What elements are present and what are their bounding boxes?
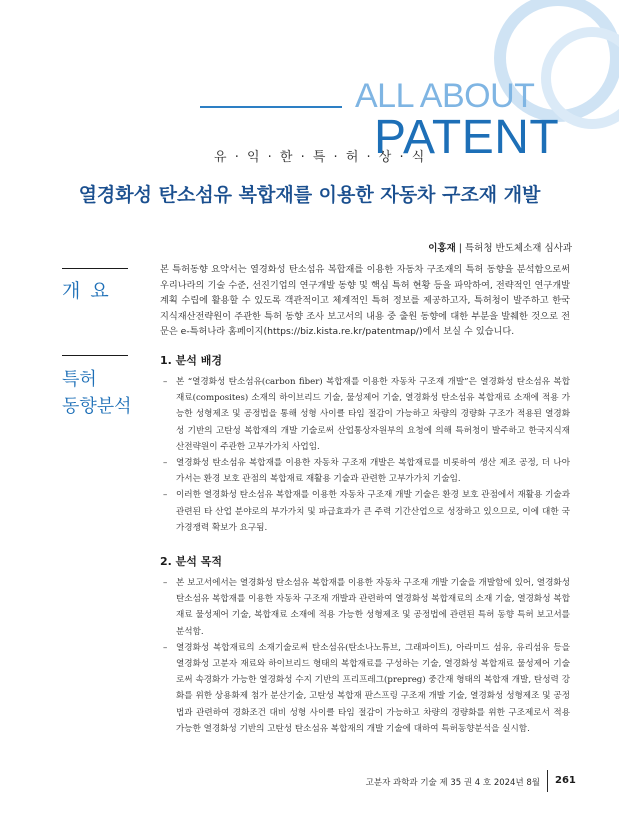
header-rule xyxy=(200,106,342,108)
analysis-heading xyxy=(62,366,132,420)
all-about-heading: ALL ABOUT xyxy=(355,77,535,115)
article-title: 열경화성 탄소섬유 복합재를 이용한 자동차 구조재 개발 xyxy=(78,184,541,206)
author-role: | 특허청 반도체소재 심사과 xyxy=(455,243,572,254)
section1-list xyxy=(163,374,570,536)
list-item: – 이러한 열경화성 탄소섬유 복합재를 이용한 자동차 구조재 개발 기술은 환경 보호 관점에서 재활용 기술과 관련된 타 산업 분야로의 부가가치 및 파급효과가 큰 주력 기간산업으로 성장하고 있으므로, 이에 대한 국가경쟁력 확보가 요구됨. xyxy=(170,487,570,536)
summary-paragraph: 본 특허동향 요약서는 열경화성 탄소섬유 복합재를 이용한 자동차 구조재의 특허 동향을 분석함으로써 우리나라의 기술 수준, 선진기업의 연구개발 동향 및 핵심 특허 현황 등을 파악하여, 전략적인 연구개발 계획 수립에 활용할 수 있도록 객관적이고 체계적인 특허 정보를 제공하고자, 특허청이 발주하고 한국지식재산전략원이 주관한 특허 동향 조사 보고서의 내용 중 출원 동향에 대한 부분을 발췌한 것으로 전문은 e-특허나라 홈페이지(https://biz.kista.re.kr/patentmap/)에서 보실 수 있습니다. xyxy=(160,264,570,338)
bullet-dash: – xyxy=(163,490,168,501)
byline xyxy=(428,240,572,254)
patent-heading: PATENT xyxy=(374,111,560,164)
bullet-dash: – xyxy=(163,377,168,387)
analysis-heading-line1: 특허 xyxy=(62,369,97,390)
author-name: 이홍재 xyxy=(428,243,456,254)
bullet-dash: – xyxy=(163,458,168,469)
list-item: – 본 “열경화성 탄소섬유(carbon fiber) 복합재를 이용한 자동차 구조재 개발”은 열경화성 탄소섬유 복합재료(composites) 소재의 하이브리드 기술, 물성제어 기술, 열경화성 탄소섬유 복합재료 소재에 적용 가능한 성형제조 및 공정법을 통해 성형 사이클 타임 절감이 가능하고 차량의 경량화 구조가 적용된 열경화성 기반의 고탄성 복합재의 개발 기술로써 산업통상자원부의 요청에 의해 특허청이 발주하고 한국지식재산전략원이 주관한 고부가가치 사업임. xyxy=(170,374,570,455)
list-item: – 열경화성 복합재료의 소재기술로써 탄소섬유(탄소나노튜브, 그래파이트), 아라미드 섬유, 유리섬유 등을 열경화성 고분자 재료와 하이브리드 형태의 복합재료를 구성하는 기술, 열경화성 복합재료 물성제어 기술로써 속경화가 가능한 열경화성 수지 기반의 프리프레그(prepreg) 중간재 형태의 복합재 개발, 탄성력 강화를 위한 상용화제 첨가 분산기술, 고탄성 복합재 판스프링 구조재 개발 기술, 열경화성 성형제조 및 공정법과 관련하여 경화조건 대비 성형 사이클 타임 절감이 가능하고 차량의 경량화를 위한 구조제로서 적용 가능한 열경화성 기반의 고탄성 탄소섬유 복합재의 개발 기술에 대하여 특허동향분석을 실시함. xyxy=(170,640,570,737)
section2-heading: 2. 분석 목적 xyxy=(160,555,222,568)
page-number: 261 xyxy=(555,775,576,786)
section2-list xyxy=(163,575,570,737)
journal-footer: 고분자 과학과 기술 제 35 권 4 호 2024년 8월 xyxy=(365,778,540,788)
section1-heading: 1. 분석 배경 xyxy=(160,354,222,367)
section-kicker: 유 · 익 · 한 · 특 · 허 · 상 · 식 xyxy=(214,150,427,165)
list-item: – 열경화성 탄소섬유 복합재를 이용한 자동차 구조재 개발은 복합재료를 비롯하여 생산 제조 공정, 더 나아가서는 환경 보호 관점의 복합재료 재활용 기술과 관련한 고부가가치 기술임. xyxy=(170,455,570,487)
bullet-dash: – xyxy=(163,578,168,588)
bullet-dash: – xyxy=(163,642,168,653)
overview-rule xyxy=(62,268,128,269)
overview-heading: 개 요 xyxy=(62,280,111,302)
footer-divider xyxy=(547,770,548,792)
analysis-rule xyxy=(62,355,128,356)
list-item: – 본 보고서에서는 열경화성 탄소섬유 복합재를 이용한 자동차 구조재 개발 기술을 개발함에 있어, 열경화성 탄소섬유 복합재를 이용한 자동차 구조재 개발과 관련하여 열경화성 복합재료의 소재 기술, 열경화성 복합재료 물성제어 기술, 복합재료 소재에 적용 가능한 성형제조 및 공정법에 관련된 특허 동향 특허 보고서를 분석함. xyxy=(170,575,570,640)
analysis-heading-line2: 동향분석 xyxy=(62,396,132,417)
